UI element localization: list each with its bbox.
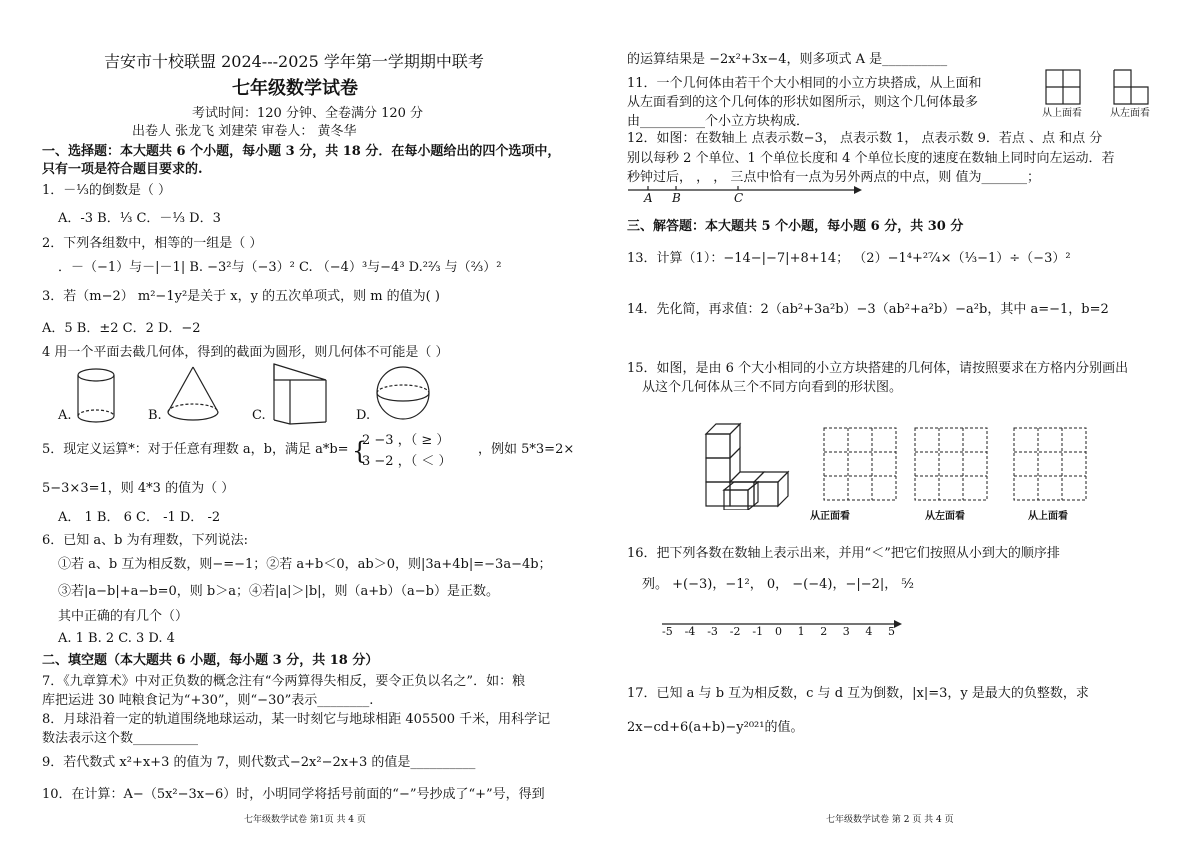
question-15-line-2: 从这个几何体从三个不同方向看到的形状图。 (642, 380, 903, 395)
number-line-tick-label: 2 (820, 625, 828, 638)
number-line-tick-label: 5 (888, 625, 895, 638)
page-title: 七年级数学试卷 (232, 78, 358, 99)
question-17-line-1: 17．已知 a 与 b 互为相反数，c 与 d 互为倒数，|x|=3，y 是最大的负整数，求 (627, 686, 1089, 701)
question-16-line-1: 16．把下列各数在数轴上表示出来，并用“＜”把它们按照从小到大的顺序排 (627, 546, 1060, 561)
number-line-tick-label: -1 (752, 625, 764, 638)
question-12-line-2: 别以每秒 2 个单位、1 个单位长度和 4 个单位长度的速度在数轴上同时向左运动．若 (627, 151, 1115, 166)
question-6: 6．已知 a、b 为有理数，下列说法: (42, 533, 248, 548)
number-line-tick-label: 0 (775, 625, 782, 638)
question-15-line-1: 15．如图，是由 6 个大小相同的小立方块搭建的几何体，请按照要求在方格内分别画出 (627, 361, 1129, 376)
question-5: 5．现定义运算*：对于任意有理数 a，b，满足 a*b= (42, 442, 349, 457)
question-5-options: A． 1 B． 6 C． -1 D． -2 (58, 510, 221, 525)
question-5-case-1: 2 −3 ，（ ≥ ） (362, 433, 450, 448)
question-9: 9．若代数式 x²+x+3 的值为 7，则代数式−2x²−2x+3 的值是__________ (42, 755, 476, 770)
number-line-tick-label: 4 (865, 625, 873, 638)
question-2: 2．下列各组数中，相等的一组是（ ） (42, 236, 263, 251)
question-12-number-line (626, 182, 866, 208)
question-3: 3．若（m−2） m²−1y²是关于 x，y 的五次单项式，则 m 的值为( ) (42, 289, 440, 304)
number-line-tick-label: -4 (684, 625, 696, 638)
view-label-left: 从左面看 (925, 511, 965, 522)
question-7-line-1: 7．《九章算术》中对正负数的概念注有“今两算得失相反，要令正负以名之”．如：粮 (42, 674, 526, 689)
question-17-line-2: 2x−cd+6(a+b)−y²⁰²¹的值。 (627, 720, 804, 735)
section-3-title: 三、解答题：本大题共 5 个小题，每小题 6 分，共 30 分 (627, 219, 964, 234)
option-c-label: C. (252, 408, 266, 423)
exam-title-line: 吉安市十校联盟 2024---2025 学年第一学期期中联考 (104, 52, 484, 71)
question-4: 4 用一个平面去截几何体，得到的截面为圆形，则几何体不可能是（ ） (42, 345, 449, 360)
question-12-line-3: 秒钟过后， ， ， 三点中恰有一点为另外两点的中点，则 值为_______； (627, 170, 1041, 185)
cylinder-shape (74, 366, 118, 426)
authors-line: 出卷人 张龙飞 刘建荣 审卷人： 黄冬华 (132, 124, 357, 139)
number-line-tick-label: -5 (662, 625, 673, 638)
cone-shape (164, 364, 222, 426)
top-view-grid (1044, 68, 1084, 106)
question-13: 13．计算（1）：−14−|−7|+8+14； （2）−1⁴+²⁷⁄₄×（⅓−1）÷（−3）² (627, 251, 1071, 266)
question-11-line-3: 由__________个小立方块构成． (627, 114, 810, 129)
cube-stack-figure (704, 418, 804, 510)
point-c-label: C (734, 191, 744, 205)
exam-info: 考试时间：120 分钟、全卷满分 120 分 (192, 106, 424, 121)
page-1-footer: 七年级数学试卷 第1页 共 4 页 (244, 815, 366, 825)
question-5-case-2: 3 −2 ，（ ＜ ） (362, 454, 452, 469)
option-b-label: B. (148, 408, 162, 423)
question-14: 14．先化简，再求值：2（ab²+3a²b）−3（ab²+a²b）−a²b，其中 a=−1，b=2 (627, 302, 1109, 317)
sphere-shape (374, 364, 432, 422)
left-view-label: 从左面看 (1110, 108, 1150, 119)
page-2 (600, 0, 1200, 848)
left-view-answer-grid (913, 426, 989, 502)
question-6-line-1: ①若 a、b 互为相反数，则−=−1；②若 a+b＜0，ab＞0，则|3a+4b|=−3a−4b； (58, 557, 552, 572)
option-d-label: D. (356, 408, 371, 423)
option-a-label: A. (58, 408, 72, 423)
question-1-options: A．-3 B．⅓ C．－⅓ D．3 (58, 211, 221, 226)
question-8-line-1: 8．月球沿着一定的轨道围绕地球运动，某一时刻它与地球相距 405500 千米，用科学记 (42, 712, 551, 727)
point-a-label: A (644, 191, 653, 205)
question-10-cont: 的运算结果是 −2x²+3x−4，则多项式 A 是__________ (627, 52, 948, 67)
question-6-options: A. 1 B. 2 C. 3 D. 4 (58, 631, 175, 646)
section-2-title: 二、填空题（本大题共 6 小题，每小题 3 分，共 18 分） (42, 653, 379, 668)
question-12-line-1: 12．如图：在数轴上 点表示数−3， 点表示数 1， 点表示数 9．若点 、点 和点 分 (627, 131, 1103, 146)
point-b-label: B (672, 191, 681, 205)
brace-symbol: { (352, 437, 368, 465)
front-view-grid (822, 426, 898, 502)
number-line-tick-label: -2 (729, 625, 741, 638)
number-line-tick-label: 1 (797, 625, 805, 638)
number-line-tick-label: 3 (842, 625, 850, 638)
view-label-front: 从正面看 (810, 511, 850, 522)
question-16-line-2: 列。 +(−3)，−1²， 0， −(−4)，−|−2|， ⁵⁄₂ (642, 577, 914, 592)
number-line-tick-label: -3 (707, 625, 718, 638)
section-1-title: 一、选择题：本大题共 6 个小题，每小题 3 分，共 18 分．在每小题给出的四个选项中， (42, 144, 561, 159)
question-1: 1．－⅓的倒数是（ ） (42, 183, 172, 198)
triangular-prism-shape (270, 360, 330, 428)
question-5-cont: 5−3×3=1，则 4*3 的值为（ ） (42, 481, 235, 496)
question-7-line-2: 库把运进 30 吨粮食记为“+30”，则“−30”表示________. (42, 693, 374, 708)
question-10: 10．在计算：A−（5x²−3x−6）时，小明同学将括号前面的“−”号抄成了“+”号，得到 (42, 787, 545, 802)
question-6-line-2: ③若|a−b|+a−b=0，则 b＞a；④若|a|＞|b|，则（a+b）（a−b）是正数。 (58, 584, 499, 599)
question-11-line-1: 11．一个几何体由若干个大小相同的小立方块搭成，从上面和 (627, 76, 982, 91)
section-1-title-cont: 只有一项是符合题目要求的. (42, 162, 203, 177)
question-3-options: A．5 B．±2 C．2 D．−2 (42, 321, 201, 336)
question-11-line-2: 从左面看到的这个几何体的形状如图所示，则这个几何体最多 (627, 95, 979, 110)
view-label-top: 从上面看 (1028, 511, 1068, 522)
question-6-line-3: 其中正确的有几个（） (58, 609, 189, 624)
page-2-footer: 七年级数学试卷 第 2 页 共 4 页 (826, 815, 954, 825)
question-2-options: ．－（−1）与－|－1| B. −3²与（−3）² C. （−4）³与−4³ D.²²⁄₃ 与（⅔）² (58, 260, 502, 275)
top-view-label: 从上面看 (1042, 108, 1082, 119)
question-5-example: ，例如 5*3=2× (478, 442, 575, 457)
left-view-grid (1112, 68, 1152, 106)
question-8-line-2: 数法表示这个数__________ (42, 731, 199, 746)
top-view-answer-grid (1012, 426, 1088, 502)
